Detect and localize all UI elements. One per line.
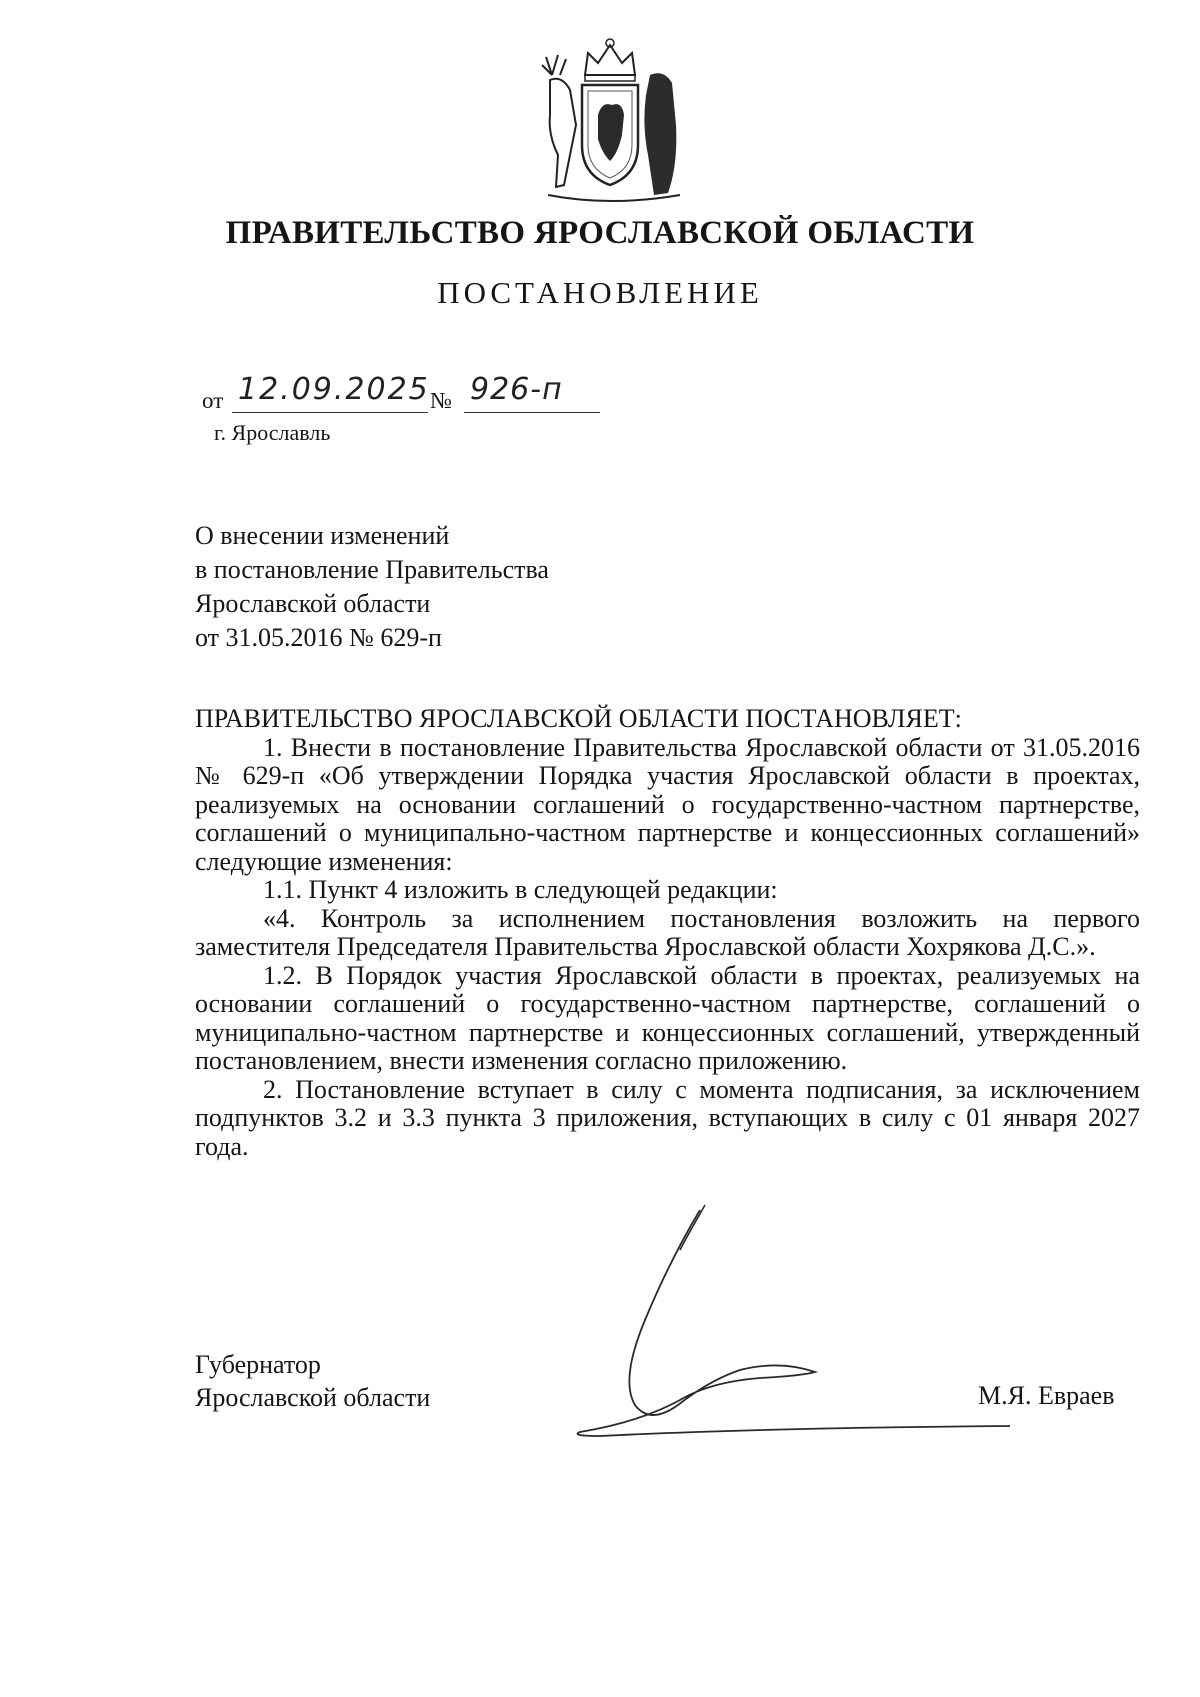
- date-prefix: от: [202, 388, 224, 413]
- subject-line: О внесении изменений: [195, 521, 450, 550]
- signer-position-line: Ярославской области: [195, 1383, 431, 1412]
- signer-name: М.Я. Евраев: [978, 1381, 1115, 1410]
- document-number: 926-п: [464, 372, 600, 413]
- document-body: [195, 705, 1140, 1161]
- preamble: ПРАВИТЕЛЬСТВО ЯРОСЛАВСКОЙ ОБЛАСТИ ПОСТАНОВЛЯЕТ:: [195, 704, 962, 733]
- paragraph-quote-4: «4. Контроль за исполнением постановления возложить на первого заместителя Председателя Правительства Ярославской области Хохрякова Д.С.».: [195, 903, 1140, 961]
- signer-position: [195, 1348, 430, 1414]
- date-number-line: [202, 372, 622, 418]
- subject-line: от 31.05.2016 № 629-п: [195, 623, 442, 652]
- number-prefix: №: [430, 388, 452, 413]
- paragraph-1-2: 1.2. В Порядок участия Ярославской области в проектах, реализуемых на основании соглашений о государственно-частном партнерстве, соглашений о муниципально-частном партнерстве и концессионных соглашений, утвержденный постановлением, внести изменения согласно приложению.: [195, 960, 1140, 1075]
- subject-line: Ярославской области: [195, 589, 431, 618]
- city: г. Ярославль: [214, 420, 331, 445]
- document-date: 12.09.2025: [232, 372, 428, 413]
- government-title: ПРАВИТЕЛЬСТВО ЯРОСЛАВСКОЙ ОБЛАСТИ: [225, 215, 975, 251]
- paragraph-2: 2. Постановление вступает в силу с момента подписания, за исключением подпунктов 3.2 и 3.3 пункта 3 приложения, вступающих в силу с 01 января 2027 года.: [195, 1074, 1140, 1161]
- document-kind: ПОСТАНОВЛЕНИЕ: [437, 275, 763, 310]
- paragraph-1-1: 1.1. Пункт 4 изложить в следующей редакции:: [263, 875, 778, 904]
- handwritten-signature-icon: [560, 1200, 1040, 1460]
- paragraph-1: 1. Внести в постановление Правительства Ярославской области от 31.05.2016 № 629-п «Об утверждении Порядка участия Ярославской области в проектах, реализуемых на основании соглашений о государственно-частном партнерстве, соглашений о муниципально-частном партнерстве и концессионных соглашений» следующие изменения:: [195, 732, 1140, 876]
- document-subject: [195, 519, 549, 655]
- signer-position-line: Губернатор: [195, 1350, 321, 1379]
- coat-of-arms-icon: [530, 35, 690, 205]
- subject-line: в постановление Правительства: [195, 555, 549, 584]
